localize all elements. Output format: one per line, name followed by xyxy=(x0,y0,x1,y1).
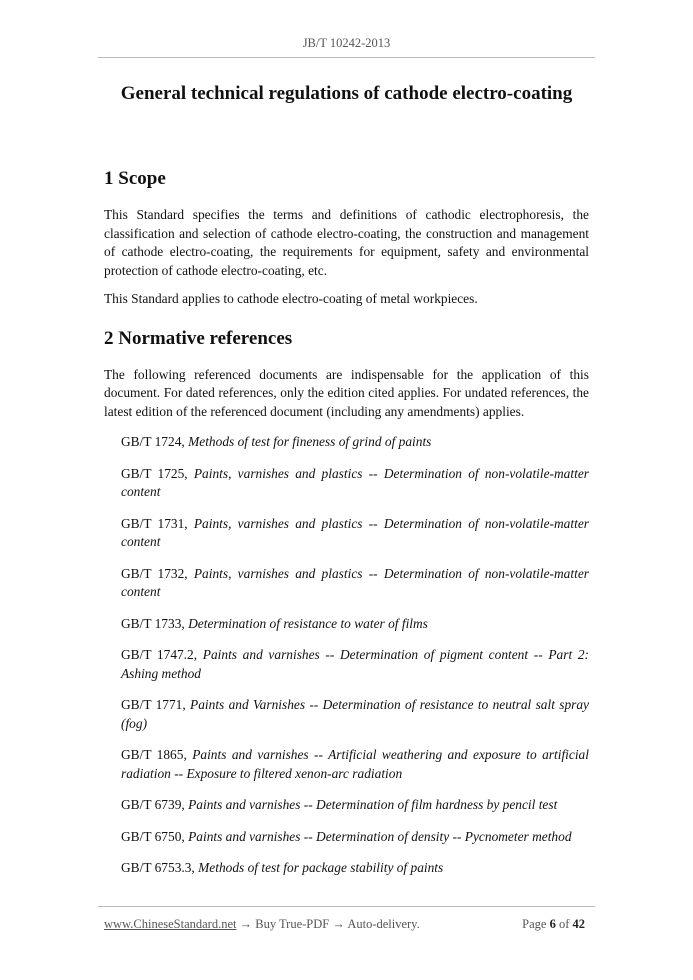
reference-title: Determination of resistance to water of films xyxy=(188,615,428,631)
scope-paragraph-2: This Standard applies to cathode electro-coating of metal workpieces. xyxy=(104,291,478,306)
reference-code: GB/T 1731, xyxy=(121,515,188,531)
arrow-right-icon: → xyxy=(332,917,345,931)
page-label: Page xyxy=(522,917,547,931)
scope-paragraph-1: This Standard specifies the terms and definitions of cathodic electrophoresis, the classification and selection of cathode electro-coating, the construction and management of cathode electro-coating, the requirements for equipment, safety and environmental protection of cathode electro-coating, etc. xyxy=(104,207,589,278)
reference-title: Paints and varnishes -- Determination of pigment content -- Part 2: Ashing method xyxy=(121,647,589,681)
reference-item xyxy=(121,696,589,733)
section-1-heading: 1 Scope xyxy=(104,168,166,189)
reference-title: Methods of test for package stability of paints xyxy=(198,860,444,875)
reference-code: GB/T 6739, xyxy=(121,797,185,812)
delivery-text: Auto-delivery. xyxy=(347,917,420,931)
reference-title: Paints and varnishes -- Artificial weathering and exposure to artificial radiation -- Exposure to filtered xenon-arc radiation xyxy=(121,747,589,781)
page-total: 42 xyxy=(572,917,585,931)
reference-title: Paints and varnishes -- Determination of density -- Pycnometer method xyxy=(188,828,572,844)
header-divider xyxy=(98,57,595,58)
reference-item xyxy=(121,433,589,452)
reference-code: GB/T 6750, xyxy=(121,828,185,844)
footer-promo xyxy=(104,917,420,932)
running-header: JB/T 10242-2013 xyxy=(302,36,391,50)
reference-code: GB/T 1725, xyxy=(121,465,188,481)
reference-item xyxy=(121,565,589,602)
reference-title: Paints, varnishes and plastics -- Determination of non-volatile-matter content xyxy=(121,465,589,499)
section-2-heading: 2 Normative references xyxy=(104,327,293,349)
reference-code: GB/T 1771, xyxy=(121,697,186,712)
references-intro: The following referenced documents are indispensable for the application of this document. For dated references, only the edition cited applies. For undated references, the latest edition of the referenced document (including any amendments) applies. xyxy=(104,366,589,419)
site-link[interactable]: www.ChineseStandard.net xyxy=(104,917,237,931)
reference-title: Paints and varnishes -- Determination of film hardness by pencil test xyxy=(188,797,558,812)
reference-item xyxy=(121,465,589,502)
reference-item xyxy=(121,859,589,878)
reference-code: GB/T 6753.3, xyxy=(121,860,195,875)
reference-item xyxy=(121,515,589,552)
reference-title: Paints, varnishes and plastics -- Determination of non-volatile-matter content xyxy=(121,515,589,549)
reference-item xyxy=(121,796,589,815)
reference-item xyxy=(121,615,589,634)
page-number xyxy=(522,917,585,932)
buy-pdf-text: Buy True-PDF xyxy=(255,917,330,931)
page-current: 6 xyxy=(549,917,556,931)
page-of-label: of xyxy=(558,917,570,931)
reference-title: Paints and Varnishes -- Determination of resistance to neutral salt spray (fog) xyxy=(121,697,589,731)
reference-item xyxy=(121,646,589,683)
reference-code: GB/T 1732, xyxy=(121,565,188,581)
arrow-right-icon: → xyxy=(239,917,253,931)
reference-code: GB/T 1865, xyxy=(121,747,187,762)
reference-title: Methods of test for fineness of grind of paints xyxy=(188,434,432,449)
document-title: General technical regulations of cathode electro-coating xyxy=(120,83,573,104)
reference-item xyxy=(121,746,589,783)
document-body xyxy=(104,168,589,878)
reference-title: Paints, varnishes and plastics -- Determination of non-volatile-matter content xyxy=(121,565,589,599)
reference-code: GB/T 1747.2, xyxy=(121,647,198,662)
reference-code: GB/T 1733, xyxy=(121,615,185,631)
footer-divider xyxy=(98,906,595,907)
reference-code: GB/T 1724, xyxy=(121,434,185,449)
reference-item xyxy=(121,828,589,847)
